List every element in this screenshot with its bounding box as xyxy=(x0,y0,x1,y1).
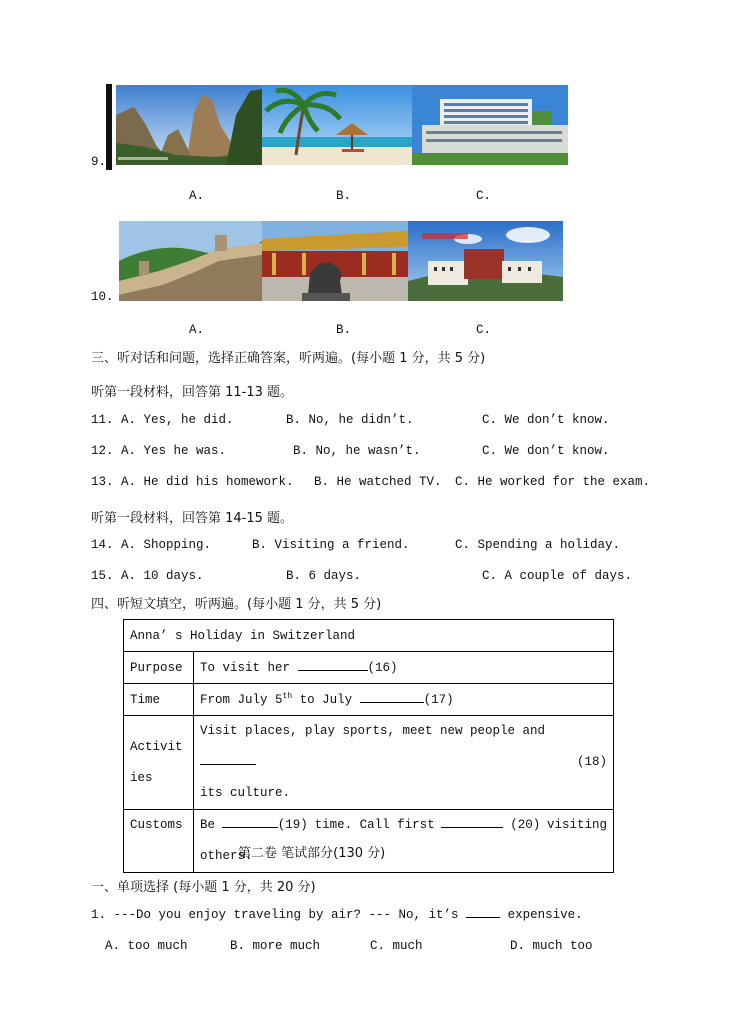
question-10-number: 10. xyxy=(91,290,114,304)
customs-text-others: others. xyxy=(200,849,253,863)
activities-label-line-1: Activit xyxy=(130,739,183,754)
potala-palace-photo xyxy=(408,221,563,301)
blank-17-number: (17) xyxy=(423,693,454,708)
blank-18-number: (18) xyxy=(576,755,607,769)
blank-18[interactable] xyxy=(200,764,256,765)
activities-cell xyxy=(194,716,614,810)
time-label: Time xyxy=(124,684,194,716)
q10-option-c: C. xyxy=(476,323,492,337)
table-title: Anna’ s Holiday in Switzerland xyxy=(124,620,614,652)
forbidden-city-lion-photo xyxy=(262,221,408,301)
q13-option-b: B. He watched TV. xyxy=(314,475,442,489)
q14-option-c: C. Spending a holiday. xyxy=(455,538,621,552)
time-superscript: th xyxy=(282,691,293,701)
question-9-number: 9. xyxy=(91,155,107,169)
blank-16-number: (16) xyxy=(367,660,398,675)
q11-option-c: C. We don’t know. xyxy=(482,413,610,427)
time-cell xyxy=(194,684,614,716)
karst-mountain-photo xyxy=(116,85,262,165)
part-2-intro: 听第一段材料，回答第 14-15 题。 xyxy=(91,511,294,526)
holiday-table xyxy=(123,619,614,873)
q11-option-a: 11. A. Yes, he did. xyxy=(91,413,234,427)
purpose-text: To visit her xyxy=(200,660,291,675)
q9-option-c: C. xyxy=(476,189,492,203)
section-1-heading: 一、单项选择 (每小题 1 分，共 20 分) xyxy=(91,880,316,895)
activities-text-continued: its culture. xyxy=(200,786,291,800)
q14-option-b: B. Visiting a friend. xyxy=(252,538,410,552)
customs-text-visiting: visiting xyxy=(546,818,607,832)
part-1-intro: 听第一段材料，回答第 11-13 题。 xyxy=(91,385,294,400)
blank-17[interactable] xyxy=(360,702,424,703)
q9-option-b: B. xyxy=(336,189,352,203)
time-text-start: From July 5 xyxy=(200,693,283,708)
q14-option-a: 14. A. Shopping. xyxy=(91,538,212,552)
q12-option-c: C. We don’t know. xyxy=(482,444,610,458)
beach-palm-photo xyxy=(262,85,412,165)
blank-20-number: (20) xyxy=(510,818,541,832)
activities-label-line-2: ies xyxy=(130,770,153,785)
q13-option-a: 13. A. He did his homework. xyxy=(91,475,294,489)
q1-text: 1. ---Do you enjoy traveling by air? --- No, it’s xyxy=(91,908,459,922)
customs-text-be: Be xyxy=(200,818,216,832)
q1-option-a: A. too much xyxy=(105,939,188,953)
q13-option-c: C. He worked for the exam. xyxy=(455,475,651,489)
q15-option-b: B. 6 days. xyxy=(286,569,362,583)
q1-option-d: D. much too xyxy=(510,939,593,953)
q1-blank[interactable] xyxy=(466,917,500,918)
q11-option-b: B. No, he didn’t. xyxy=(286,413,414,427)
image-left-bar xyxy=(106,84,112,170)
q15-option-c: C. A couple of days. xyxy=(482,569,633,583)
part-2-title: 第二卷 笔试部分(130 分) xyxy=(238,846,386,861)
blank-19-number: (19) xyxy=(277,818,308,832)
blank-20[interactable] xyxy=(441,827,503,828)
q1-stem xyxy=(91,908,583,922)
purpose-cell xyxy=(194,652,614,684)
hospital-building-photo xyxy=(412,85,568,165)
purpose-label: Purpose xyxy=(124,652,194,684)
q10-option-a: A. xyxy=(189,323,205,337)
q1-option-b: B. more much xyxy=(230,939,321,953)
customs-cell xyxy=(194,810,614,873)
q15-option-a: 15. A. 10 days. xyxy=(91,569,204,583)
activities-text: Visit places, play sports, meet new people and xyxy=(200,724,546,738)
q12-option-b: B. No, he wasn’t. xyxy=(293,444,421,458)
blank-16[interactable] xyxy=(298,670,368,671)
activities-label xyxy=(124,716,194,810)
customs-label: Customs xyxy=(124,810,194,873)
great-wall-photo xyxy=(119,221,262,301)
section-4-heading: 四、听短文填空，听两遍。(每小题 1 分，共 5 分) xyxy=(91,597,382,612)
q10-option-b: B. xyxy=(336,323,352,337)
time-text-end: to July xyxy=(292,693,353,708)
section-3-heading: 三、听对话和问题，选择正确答案，听两遍。(每小题 1 分，共 5 分) xyxy=(91,351,486,366)
customs-text-call: time. Call first xyxy=(314,818,435,832)
q1-text-end: expensive. xyxy=(507,908,583,922)
q9-option-a: A. xyxy=(189,189,205,203)
q1-option-c: C. much xyxy=(370,939,423,953)
blank-19[interactable] xyxy=(222,827,278,828)
q12-option-a: 12. A. Yes he was. xyxy=(91,444,227,458)
